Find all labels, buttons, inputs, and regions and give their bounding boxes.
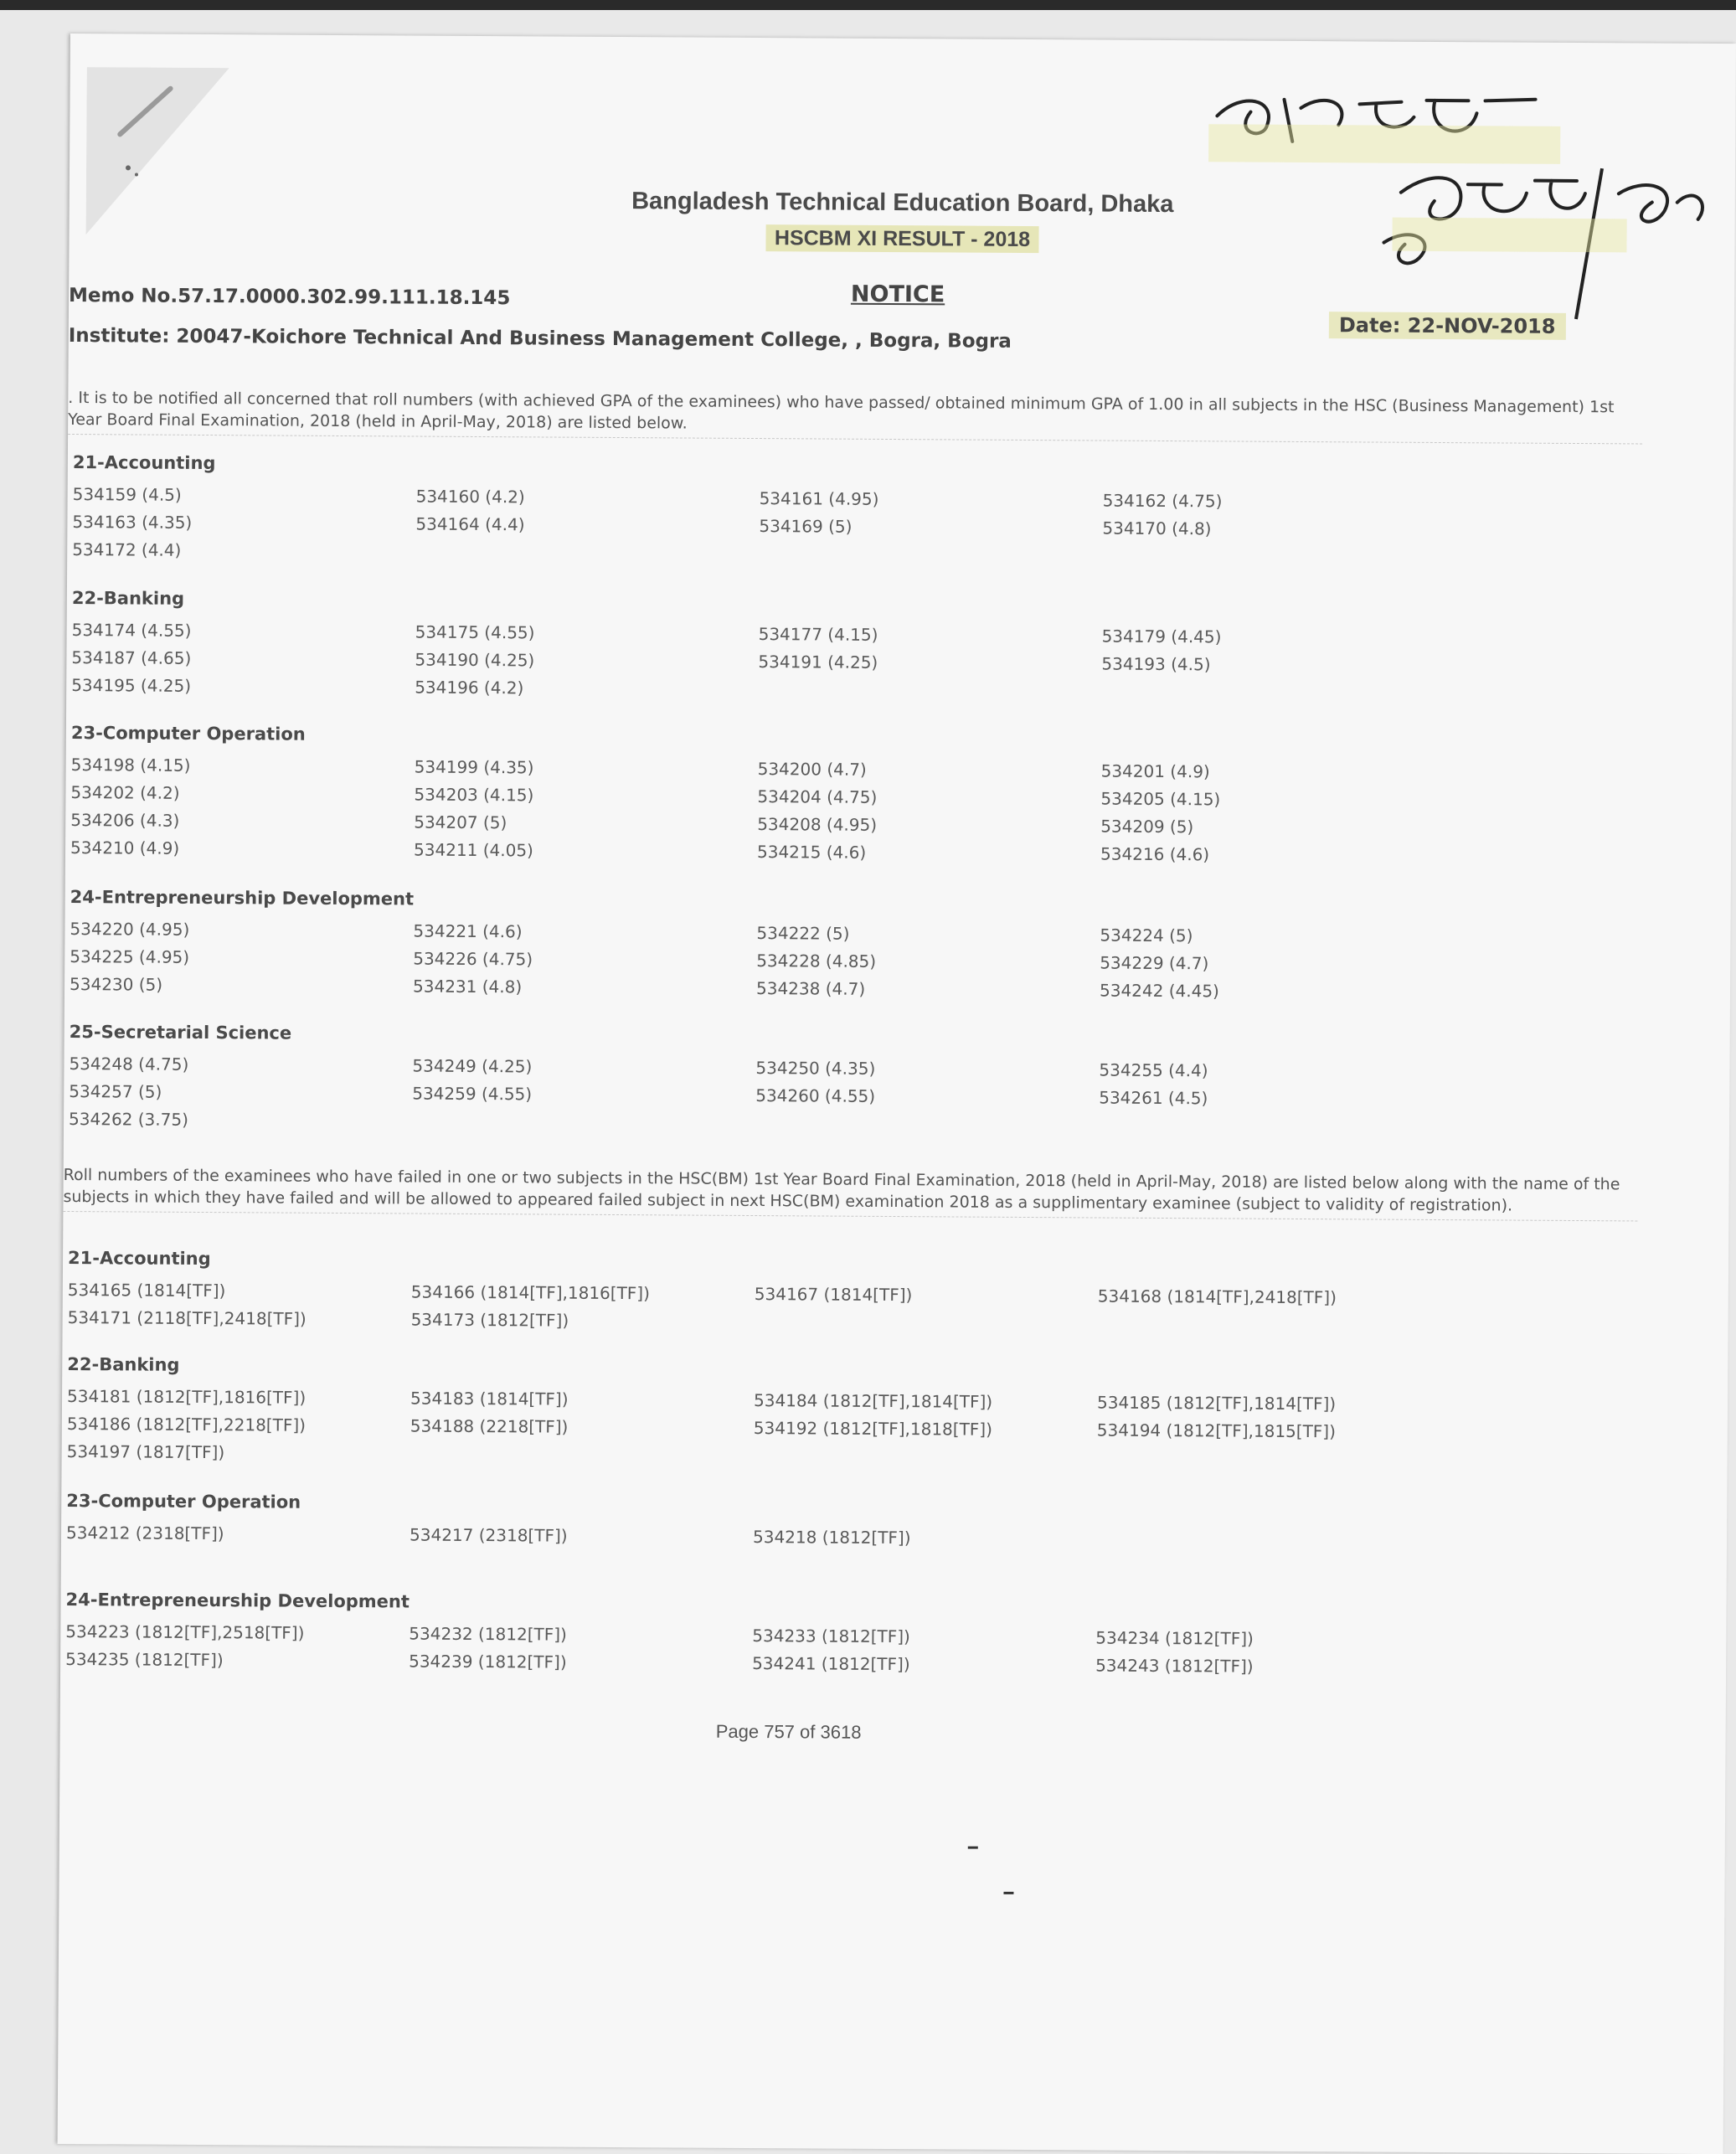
board-title: Bangladesh Technical Education Board, Dhaka [631, 188, 1174, 219]
roll-entry: 534226 (4.75) [413, 948, 533, 970]
roll-entry: 534228 (4.85) [756, 951, 877, 971]
roll-entry: 534201 (4.9) [1100, 760, 1210, 782]
roll-entry: 534248 (4.75) [69, 1054, 189, 1074]
roll-entry: 534160 (4.2) [415, 486, 525, 508]
roll-entry: 534242 (4.45) [1099, 980, 1219, 1002]
roll-entry: 534193 (4.5) [1101, 653, 1211, 675]
section-title: 22-Banking [71, 588, 185, 609]
roll-entry: 534230 (5) [69, 974, 163, 995]
roll-entry: 534207 (5) [414, 812, 507, 833]
roll-entry: 534235 (1812[TF]) [65, 1649, 224, 1671]
roll-entry: 534203 (4.15) [414, 784, 534, 806]
roll-entry: 534164 (4.4) [415, 513, 525, 535]
roll-grid [70, 755, 1445, 868]
roll-entry: 534170 (4.8) [1102, 518, 1212, 539]
section-title: 24-Entrepreneurship Development [65, 1590, 410, 1612]
section-title: 23-Computer Operation [66, 1491, 301, 1512]
roll-grid [71, 620, 1445, 705]
roll-entry: 534212 (2318[TF]) [65, 1523, 224, 1544]
memo-number: Memo No.57.17.0000.302.99.111.18.145 [69, 284, 511, 310]
failed-intro: Roll numbers of the examinees who have failed in one or two subjects in the HSC(BM) 1st Year Board Final Examination, 2018 (held in April-May, 2018) are listed below along with the name of the subjects in which they have failed and will be allowed to appeared failed subject in next HSC(BM) examination 2018 as a supplimentary examinee (subject to validity of registration). [63, 1164, 1637, 1221]
roll-entry: 534195 (4.25) [71, 675, 192, 696]
roll-entry: 534209 (5) [1100, 816, 1194, 837]
roll-entry: 534220 (4.95) [70, 919, 190, 940]
roll-entry: 534187 (4.65) [71, 647, 192, 668]
roll-entry: 534233 (1812[TF]) [752, 1626, 910, 1647]
roll-entry: 534249 (4.25) [412, 1055, 533, 1077]
roll-entry: 534231 (4.8) [412, 976, 523, 997]
roll-entry: 534198 (4.15) [70, 755, 191, 776]
roll-entry: 534211 (4.05) [413, 839, 533, 861]
roll-grid [66, 1523, 1440, 1553]
roll-grid [68, 1280, 1441, 1337]
scanner-edge [0, 0, 1736, 10]
scan-speck [1003, 1892, 1013, 1894]
roll-entry: 534184 (1812[TF],1814[TF]) [753, 1390, 993, 1412]
roll-entry: 534192 (1812[TF],1818[TF]) [753, 1418, 993, 1440]
roll-entry: 534188 (2218[TF]) [410, 1415, 569, 1437]
roll-entry: 534218 (1812[TF]) [752, 1527, 911, 1549]
result-title-wrap [693, 226, 1111, 253]
roll-entry: 534200 (4.7) [757, 759, 867, 780]
roll-entry: 534167 (1814[TF]) [754, 1284, 913, 1306]
roll-grid [65, 1621, 1439, 1679]
roll-entry: 534173 (1812[TF]) [410, 1309, 569, 1331]
section-title: 23-Computer Operation [70, 723, 306, 745]
roll-entry: 534175 (4.55) [415, 621, 535, 643]
roll-entry: 534196 (4.2) [415, 677, 524, 698]
scan-speck [968, 1847, 978, 1849]
roll-entry: 534191 (4.25) [758, 652, 878, 672]
roll-entry: 534223 (1812[TF],2518[TF]) [65, 1621, 305, 1643]
roll-entry: 534161 (4.95) [759, 488, 879, 509]
roll-entry: 534216 (4.6) [1100, 843, 1210, 865]
roll-entry: 534181 (1812[TF],1816[TF]) [66, 1386, 307, 1408]
passed-intro: . It is to be notified all concerned that roll numbers (with achieved GPA of the examinees) who have passed/ obtained minimum GPA of 1.00 in all subjects in the HSC (Business Management) 1st Year Board Final Examination, 2018 (held in April-May, 2018) are listed below. [68, 387, 1642, 444]
roll-entry: 534239 (1812[TF]) [409, 1651, 567, 1672]
roll-entry: 534259 (4.55) [412, 1083, 533, 1105]
roll-entry: 534205 (4.15) [1100, 788, 1221, 810]
roll-entry: 534190 (4.25) [415, 649, 535, 671]
roll-entry: 534210 (4.9) [70, 837, 180, 858]
roll-entry: 534199 (4.35) [414, 756, 534, 778]
roll-entry: 534159 (4.5) [72, 484, 182, 505]
roll-entry: 534234 (1812[TF]) [1095, 1627, 1254, 1649]
roll-entry: 534255 (4.4) [1099, 1059, 1208, 1081]
document-page [58, 33, 1736, 2154]
page-number: Page 757 of 3618 [715, 1720, 862, 1743]
roll-entry: 534241 (1812[TF]) [752, 1653, 910, 1675]
roll-entry: 534221 (4.6) [413, 920, 523, 942]
staple-mark [86, 67, 271, 235]
section-title: 25-Secretarial Science [69, 1022, 292, 1044]
roll-entry: 534206 (4.3) [70, 810, 180, 831]
roll-entry: 534169 (5) [759, 516, 853, 537]
roll-entry: 534162 (4.75) [1102, 490, 1223, 512]
roll-entry: 534257 (5) [69, 1081, 162, 1102]
roll-entry: 534172 (4.4) [72, 539, 182, 560]
notice-title: NOTICE [850, 281, 945, 308]
section-title: 24-Entrepreneurship Development [70, 887, 415, 910]
roll-entry: 534208 (4.95) [757, 814, 878, 835]
notice-date: Date: 22-NOV-2018 [1329, 312, 1566, 340]
roll-entry: 534262 (3.75) [69, 1109, 188, 1130]
roll-entry: 534238 (4.7) [755, 978, 866, 999]
section-title: 22-Banking [67, 1354, 180, 1375]
roll-entry: 534197 (1817[TF]) [66, 1441, 225, 1463]
result-title: HSCBM XI RESULT - 2018 [766, 224, 1038, 253]
roll-grid [72, 484, 1446, 569]
roll-entry: 534186 (1812[TF],2218[TF]) [66, 1414, 307, 1435]
roll-entry: 534243 (1812[TF]) [1095, 1655, 1254, 1677]
section-title: 21-Accounting [67, 1248, 211, 1270]
roll-entry: 534204 (4.75) [757, 786, 878, 807]
roll-entry: 534174 (4.55) [71, 620, 192, 641]
roll-entry: 534260 (4.55) [755, 1085, 876, 1106]
roll-entry: 534185 (1812[TF],1814[TF]) [1096, 1392, 1337, 1415]
roll-entry: 534168 (1814[TF],2418[TF]) [1097, 1286, 1337, 1308]
roll-entry: 534229 (4.7) [1100, 952, 1209, 974]
roll-entry: 534224 (5) [1100, 925, 1193, 946]
roll-entry: 534202 (4.2) [70, 782, 180, 803]
roll-grid [69, 1054, 1443, 1139]
roll-grid [67, 1386, 1441, 1471]
roll-entry: 534261 (4.5) [1099, 1087, 1208, 1109]
roll-entry: 534194 (1812[TF],1815[TF]) [1096, 1420, 1337, 1442]
roll-entry: 534183 (1814[TF]) [410, 1388, 569, 1409]
roll-entry: 534222 (5) [756, 923, 850, 944]
roll-entry: 534217 (2318[TF]) [409, 1524, 568, 1546]
roll-entry: 534250 (4.35) [755, 1058, 876, 1079]
roll-entry: 534225 (4.95) [70, 946, 190, 967]
roll-entry: 534179 (4.45) [1101, 626, 1222, 647]
roll-entry: 534165 (1814[TF]) [67, 1280, 226, 1301]
roll-entry: 534215 (4.6) [756, 842, 867, 863]
roll-entry: 534163 (4.35) [72, 512, 193, 533]
roll-entry: 534232 (1812[TF]) [409, 1623, 567, 1645]
section-title: 21-Accounting [72, 452, 216, 474]
roll-entry: 534166 (1814[TF],1816[TF]) [410, 1281, 651, 1304]
roll-grid [70, 919, 1444, 1004]
roll-entry: 534171 (2118[TF],2418[TF]) [67, 1307, 307, 1329]
institute-name: Institute: 20047-Koichore Technical And Business Management College, , Bogra, Bogra [68, 324, 1012, 353]
handwritten-note-annotation [1182, 65, 1720, 353]
roll-entry: 534177 (4.15) [758, 624, 878, 645]
